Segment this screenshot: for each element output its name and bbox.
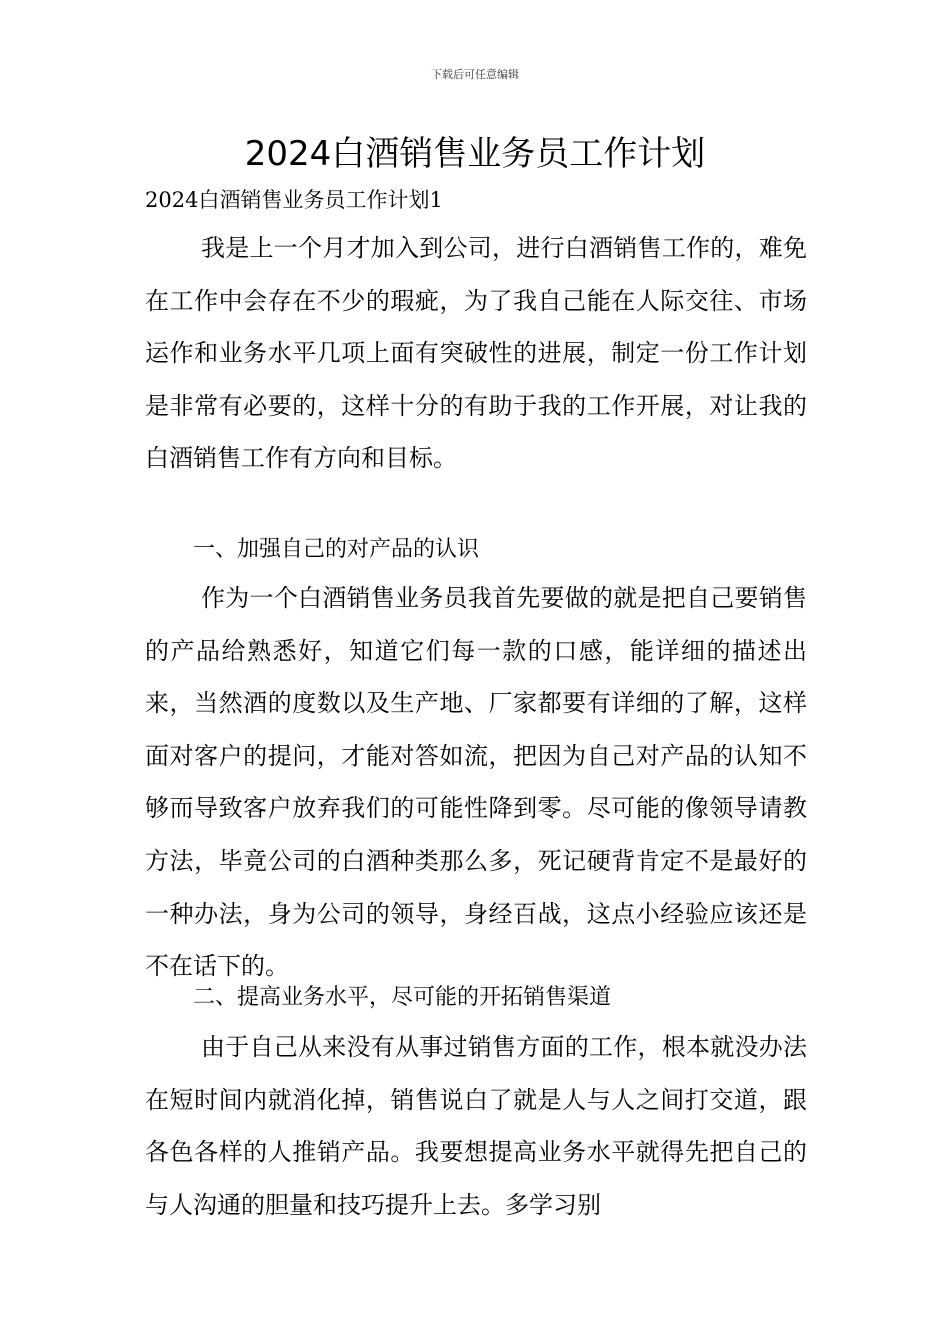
document-subtitle: 2024白酒销售业务员工作计划1 xyxy=(145,188,443,212)
document-title: 2024白酒销售业务员工作计划 xyxy=(244,134,706,174)
section-paragraph-2: 由于自己从来没有从事过销售方面的工作，根本就没办法在短时间内就消化掉，销售说白了就是人与人之间打交道，跟各色各样的人推销产品。我要想提高业务水平就得先把自己的与人沟通的胆量和技巧提升上去。多学习别 xyxy=(145,1033,807,1219)
section-heading-2: 二、提高业务水平，尽可能的开拓销售渠道 xyxy=(193,985,612,1010)
section-paragraph-1: 作为一个白酒销售业务员我首先要做的就是把自己要销售的产品给熟悉好，知道它们每一款的口感，能详细的描述出来，当然酒的度数以及生产地、厂家都要有详细的了解，这样面对客户的提问，才能对答如流，把因为自己对产品的认知不够而导致客户放弃我们的可能性降到零。尽可能的像领导请教方法，毕竟公司的白酒种类那么多，死记硬背肯定不是最好的一种办法，身为公司的领导，身经百战，这点小经验应该还是不在话下的。 xyxy=(145,584,807,981)
intro-paragraph: 我是上一个月才加入到公司，进行白酒销售工作的，难免在工作中会存在不少的瑕疵，为了我自己能在人际交往、市场运作和业务水平几项上面有突破性的进展，制定一份工作计划是非常有必要的，这样十分的有助于我的工作开展，对让我的白酒销售工作有方向和目标。 xyxy=(145,234,807,473)
header-note: 下载后可任意编辑 xyxy=(431,68,519,81)
section-heading-1: 一、加强自己的对产品的认识 xyxy=(193,537,480,562)
